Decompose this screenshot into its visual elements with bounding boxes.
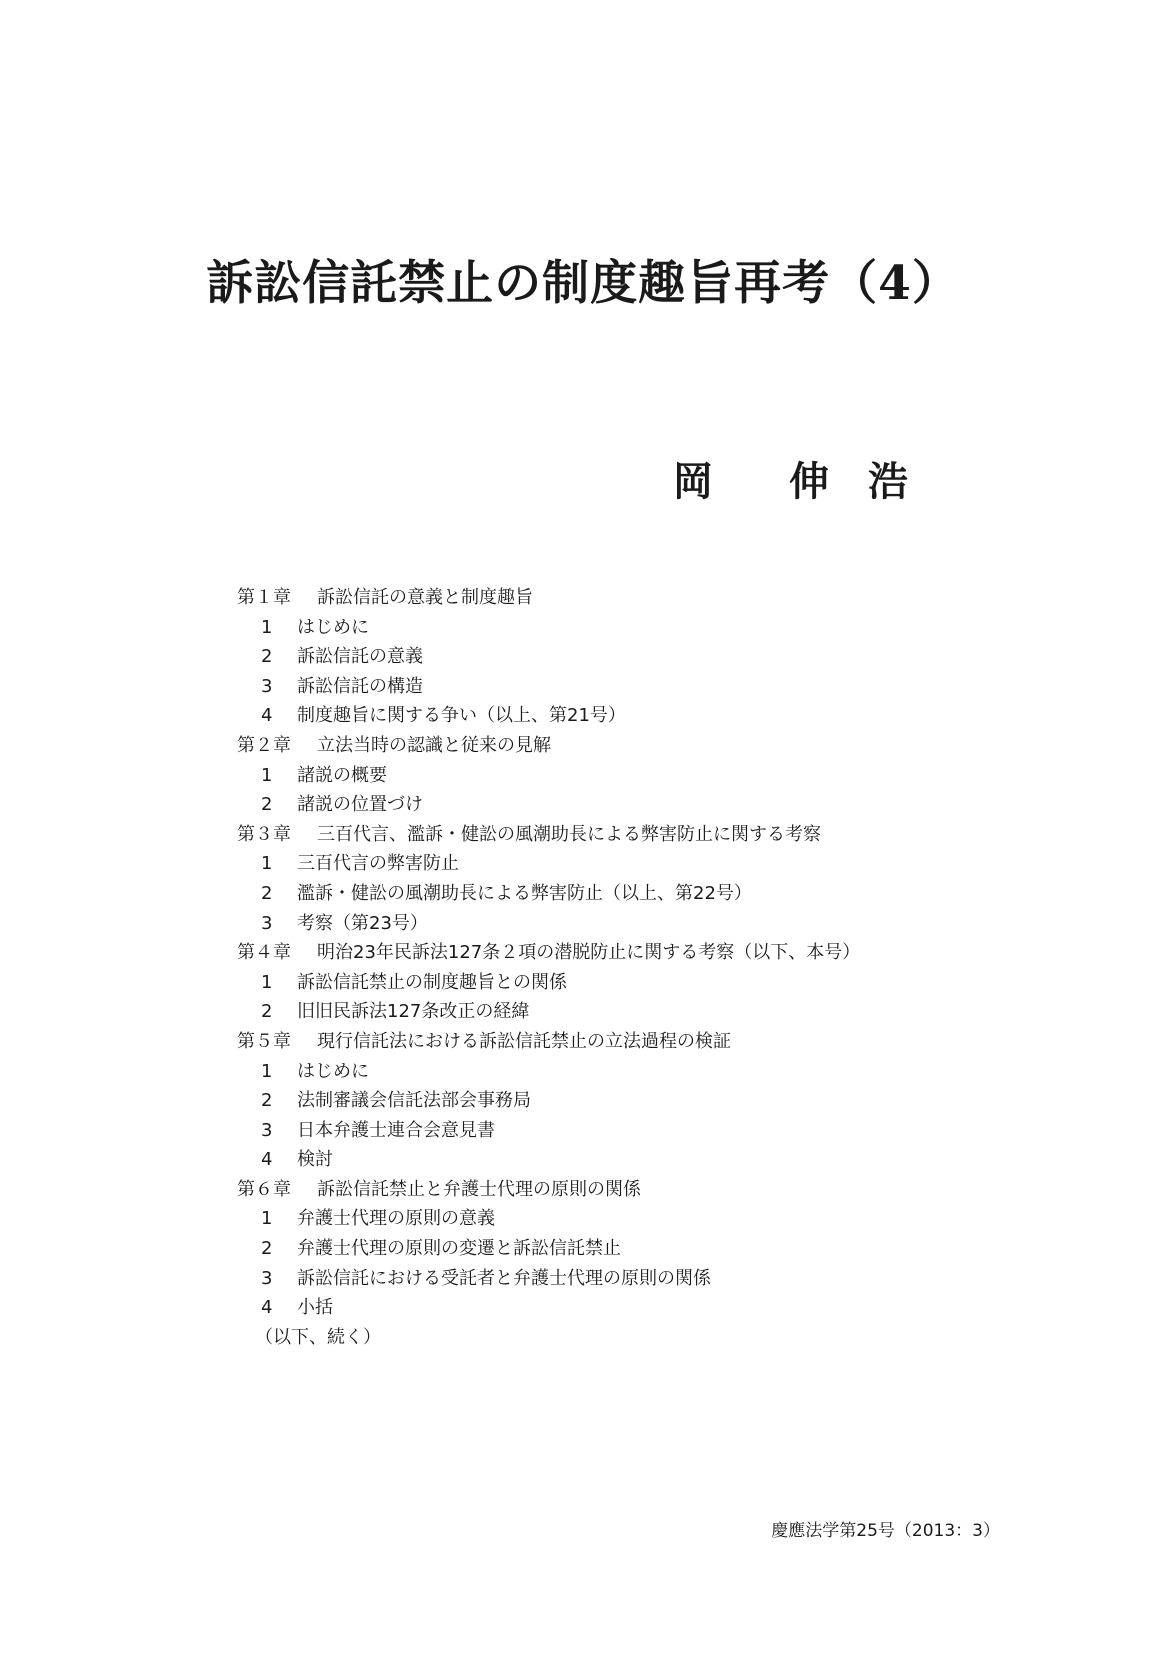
toc-section-label: 濫訴・健訟の風潮助長による弊害防止（以上、第22号） (297, 882, 752, 904)
toc-chapter (237, 938, 937, 968)
toc-section (237, 997, 937, 1027)
journal-citation: 慶應法学第25号（2013：3） (771, 1521, 1000, 1541)
toc-chapter-number: 第５章 (237, 1030, 291, 1052)
toc-section-number: 4 (261, 705, 273, 727)
toc-section-number: 1 (261, 764, 273, 786)
toc-section (237, 761, 937, 791)
toc-section (237, 701, 937, 731)
author-char-3: 浩 (868, 458, 908, 505)
table-of-contents (237, 583, 937, 1352)
toc-section-label: 諸説の概要 (297, 764, 387, 786)
toc-section (237, 790, 937, 820)
toc-section-number: 1 (261, 1208, 273, 1230)
toc-section-number: 2 (261, 1238, 273, 1260)
toc-section (237, 879, 937, 909)
toc-chapter-label: 訴訟信託禁止と弁護士代理の原則の関係 (317, 1178, 641, 1200)
toc-section-label: 弁護士代理の原則の変遷と訴訟信託禁止 (297, 1238, 621, 1260)
toc-chapter (237, 731, 937, 761)
toc-section-label: はじめに (297, 1060, 369, 1082)
toc-section-label: 訴訟信託の構造 (297, 675, 423, 697)
toc-chapter-label: 立法当時の認識と従来の見解 (317, 734, 551, 756)
toc-section (237, 1293, 937, 1323)
toc-section-number: 4 (261, 1297, 273, 1319)
toc-chapter (237, 1027, 937, 1057)
toc-section-label: 法制審議会信託法部会事務局 (297, 1090, 531, 1112)
author-char-1: 岡 (673, 458, 713, 505)
toc-chapter-label: 訴訟信託の意義と制度趣旨 (317, 587, 533, 608)
toc-section-number: 3 (261, 912, 273, 934)
toc-section (237, 1264, 937, 1294)
toc-section (237, 642, 937, 672)
toc-chapter-label: 現行信託法における訴訟信託禁止の立法過程の検証 (317, 1030, 731, 1052)
author-name (673, 450, 953, 505)
toc-section (237, 1086, 937, 1116)
toc-section (237, 1234, 937, 1264)
toc-section-label: 三百代言の弊害防止 (297, 853, 459, 875)
toc-section-label: 日本弁護士連合会意見書 (297, 1119, 495, 1141)
toc-section (237, 672, 937, 702)
toc-section-number: 1 (261, 853, 273, 875)
toc-section-number: 4 (261, 1149, 273, 1171)
toc-section-label: はじめに (297, 616, 369, 638)
toc-section-number: 1 (261, 971, 273, 993)
toc-section-number: 1 (261, 1060, 273, 1082)
toc-chapter-number: 第４章 (237, 942, 291, 964)
toc-chapter (237, 1175, 937, 1205)
toc-section (237, 613, 937, 643)
toc-chapter-number: 第１章 (237, 587, 291, 608)
toc-section-label: 小括 (297, 1297, 333, 1319)
toc-section-label: 諸説の位置づけ (297, 794, 423, 816)
toc-section-number: 2 (261, 1001, 273, 1023)
toc-chapter-label: 三百代言、濫訴・健訟の風潮助長による弊害防止に関する考察 (317, 823, 821, 845)
toc-section (237, 1057, 937, 1087)
toc-section-label: 検討 (297, 1149, 333, 1171)
toc-section (237, 1116, 937, 1146)
toc-section-number: 3 (261, 675, 273, 697)
toc-section-number: 1 (261, 616, 273, 638)
toc-chapter-number: 第６章 (237, 1178, 291, 1200)
toc-continuation: （以下、続く） (255, 1326, 381, 1348)
toc-chapter (237, 583, 937, 613)
toc-section-number: 3 (261, 1267, 273, 1289)
toc-chapter (237, 820, 937, 850)
toc-section (237, 849, 937, 879)
toc-section-label: 訴訟信託の意義 (297, 646, 423, 668)
toc-chapter-number: 第３章 (237, 823, 291, 845)
toc-section-number: 2 (261, 646, 273, 668)
toc-chapter-number: 第２章 (237, 734, 291, 756)
toc-section-label: 訴訟信託における受託者と弁護士代理の原則の関係 (297, 1267, 711, 1289)
toc-section-label: 弁護士代理の原則の意義 (297, 1208, 495, 1230)
article-title: 訴訟信託禁止の制度趣旨再考（4） (206, 256, 960, 311)
toc-chapter-label: 明治23年民訴法127条２項の潜脱防止に関する考察（以下、本号） (317, 942, 861, 964)
toc-section-label: 考察（第23号） (297, 912, 428, 934)
toc-section (237, 1204, 937, 1234)
toc-section-number: 2 (261, 1090, 273, 1112)
toc-section (237, 1145, 937, 1175)
toc-section-label: 旧旧民訴法127条改正の経緯 (297, 1001, 530, 1023)
toc-section-number: 2 (261, 882, 273, 904)
toc-section (237, 968, 937, 998)
toc-section-number: 2 (261, 794, 273, 816)
toc-section (237, 909, 937, 939)
toc-section-label: 制度趣旨に関する争い（以上、第21号） (297, 705, 626, 727)
toc-section-number: 3 (261, 1119, 273, 1141)
toc-section-label: 訴訟信託禁止の制度趣旨との関係 (297, 971, 567, 993)
author-char-2: 伸 (789, 458, 829, 505)
